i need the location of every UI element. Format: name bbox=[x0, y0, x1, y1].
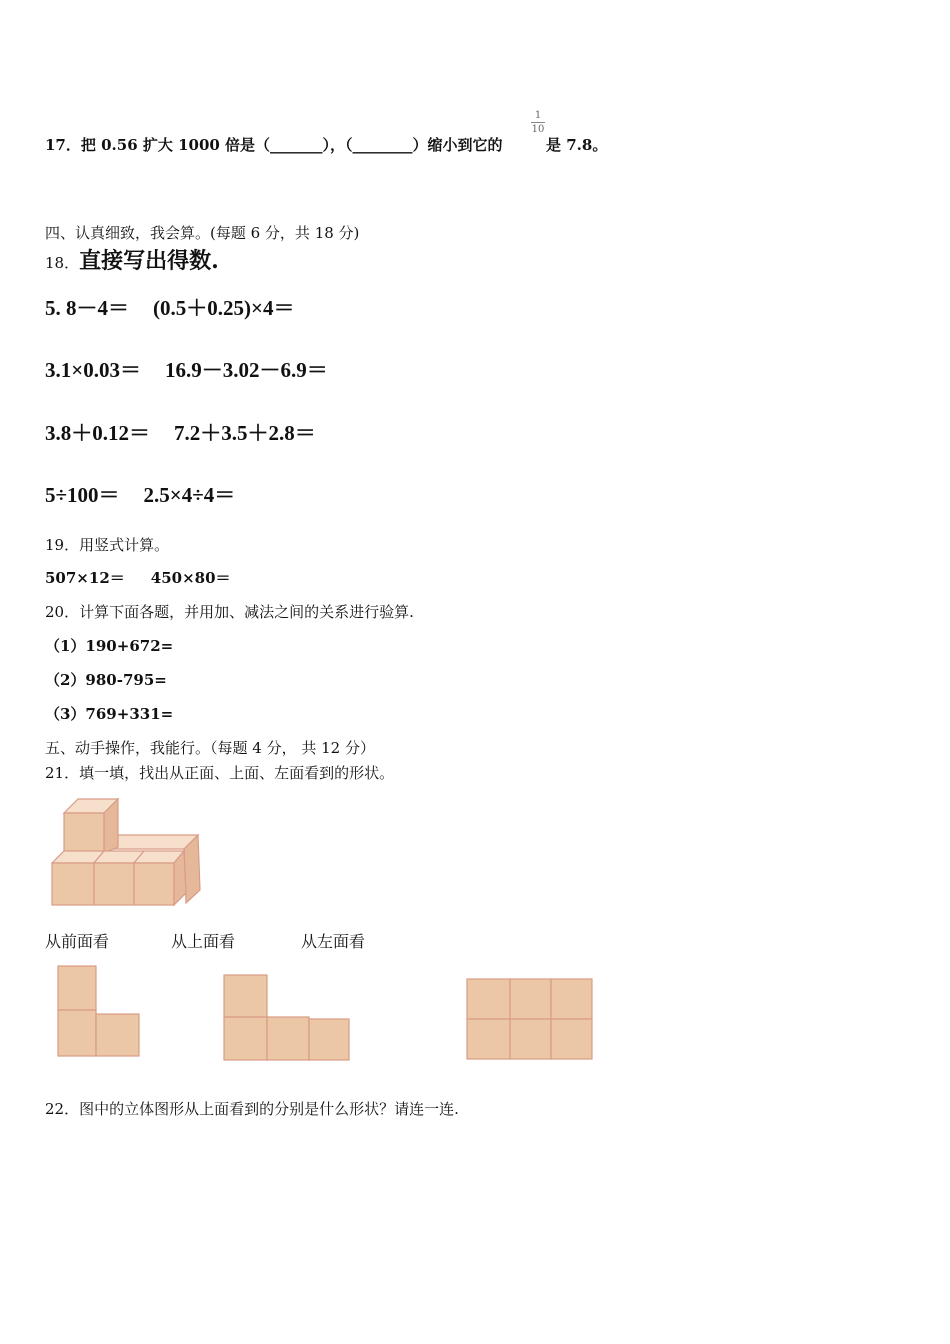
q19-expressions bbox=[45, 567, 231, 588]
calc-row-1 bbox=[45, 292, 294, 322]
calc-expression: 7.2＋3.5＋2.8＝ bbox=[174, 421, 316, 445]
q18-number: 18． bbox=[45, 254, 80, 272]
calc-row-2 bbox=[45, 354, 328, 384]
q17-fraction bbox=[531, 110, 545, 135]
view-grid-c bbox=[464, 976, 596, 1064]
calc-expression: 5÷100＝ bbox=[45, 483, 120, 507]
fraction-numerator: 1 bbox=[534, 110, 542, 121]
q19-expression-a: 507×12＝ bbox=[45, 569, 125, 587]
view-grid-a bbox=[55, 964, 143, 1060]
section-4-heading: 四、认真细致，我会算。(每题 6 分，共 18 分) bbox=[45, 224, 360, 242]
q20-item: （1）190+672= bbox=[45, 637, 174, 655]
cube-stack-figure bbox=[48, 795, 206, 907]
calc-expression: 16.9－3.02－6.9＝ bbox=[164, 358, 328, 382]
q17-text-b: 是 7.8。 bbox=[546, 136, 608, 154]
calc-row-3 bbox=[45, 417, 316, 447]
question-22-heading: 22．图中的立体图形从上面看到的分别是什么形状？请连一连. bbox=[45, 1100, 459, 1118]
view-label-top: 从上面看 bbox=[171, 932, 236, 951]
question-17 bbox=[45, 134, 503, 155]
calc-expression: 5. 8－4＝ bbox=[45, 296, 129, 320]
question-20-heading: 20．计算下面各题，并用加、减法之间的关系进行验算. bbox=[45, 603, 414, 621]
q18-title: 直接写出得数. bbox=[79, 248, 219, 274]
view-label-front: 从前面看 bbox=[45, 932, 110, 951]
question-19-heading: 19．用竖式计算。 bbox=[45, 536, 170, 554]
q17-text-a: 17．把 0.56 扩大 1000 倍是（_______），（________）缩小到它的 bbox=[45, 136, 503, 154]
q19-expression-b: 450×80＝ bbox=[150, 569, 231, 587]
calc-expression: 3.1×0.03＝ bbox=[45, 358, 141, 382]
q20-item: （2）980-795= bbox=[45, 671, 167, 689]
calc-row-4 bbox=[45, 479, 235, 509]
fraction-denominator: 10 bbox=[531, 124, 545, 135]
question-18-heading bbox=[45, 244, 219, 275]
question-21-heading: 21．填一填，找出从正面、上面、左面看到的形状。 bbox=[45, 764, 395, 782]
view-label-left: 从左面看 bbox=[301, 932, 366, 951]
calc-expression: (0.5＋0.25)×4＝ bbox=[153, 296, 295, 320]
calc-expression: 2.5×4÷4＝ bbox=[143, 483, 236, 507]
calc-expression: 3.8＋0.12＝ bbox=[45, 421, 150, 445]
view-grid-b bbox=[221, 972, 353, 1064]
section-5-heading: 五、动手操作，我能行。（每题 4 分， 共 12 分） bbox=[45, 739, 375, 757]
q20-item: （3）769+331= bbox=[45, 705, 174, 723]
